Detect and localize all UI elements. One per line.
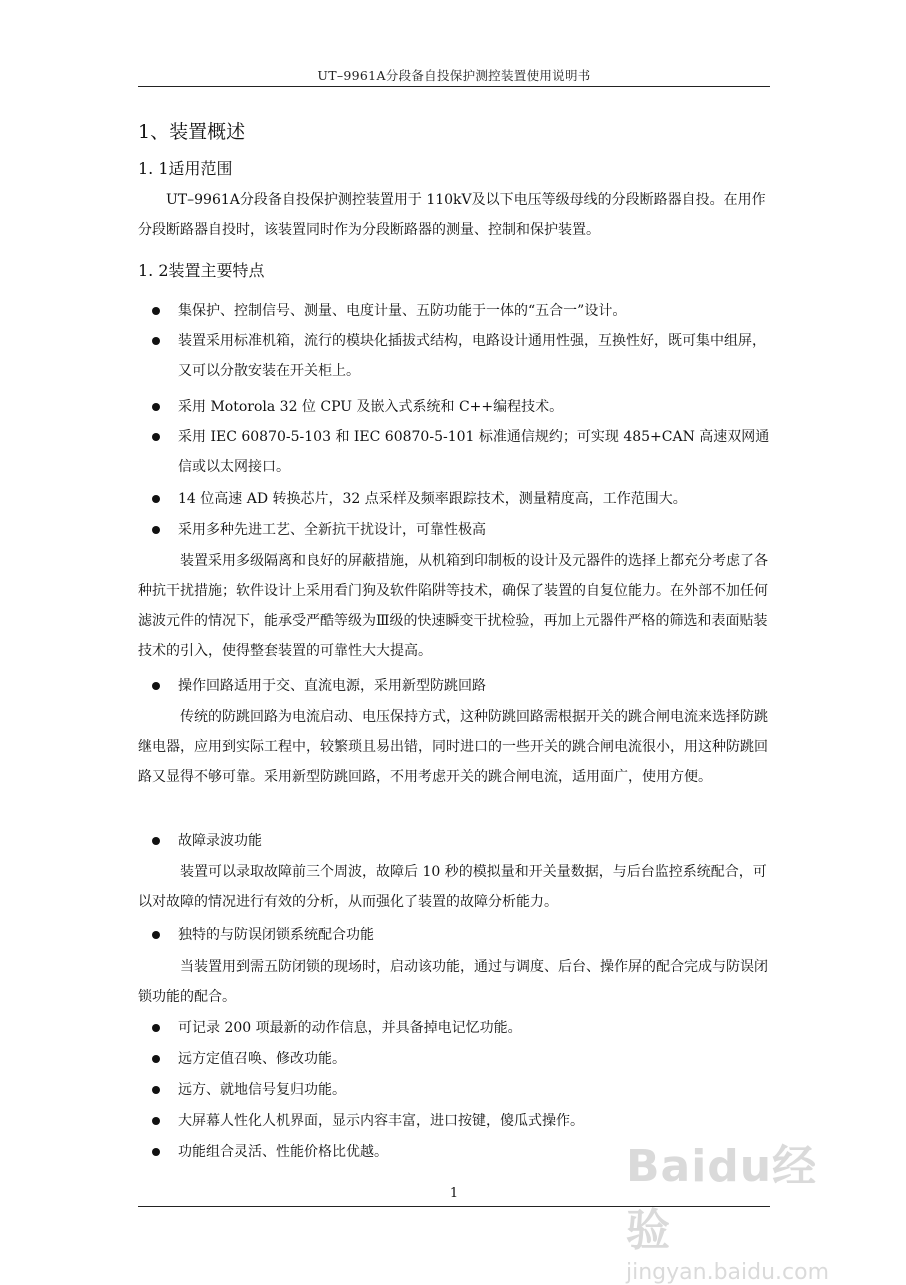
header-rule	[138, 86, 770, 87]
bullet-icon	[152, 495, 160, 503]
section-heading: 1、装置概述	[138, 121, 246, 143]
bullet-icon	[152, 931, 160, 939]
bullet-icon	[152, 837, 160, 845]
bullet-icon	[152, 337, 160, 345]
bullet-icon	[152, 307, 160, 315]
bullet-icon	[152, 526, 160, 534]
page-number: 1	[449, 1186, 459, 1201]
bullet-item: 大屏幕人性化人机界面，显示内容丰富，进口按键，傻瓜式操作。	[138, 1106, 770, 1136]
watermark-url: jingyan.baidu.com	[626, 1260, 830, 1285]
bullet-item: 采用多种先进工艺、全新抗干扰设计，可靠性极高	[138, 515, 770, 545]
bullet-item: 集保护、控制信号、测量、电度计量、五防功能于一体的“五合一”设计。	[138, 296, 770, 326]
bullet-item: 功能组合灵活、性能价格比优越。	[138, 1137, 770, 1167]
watermark-logo: Baidu经验	[626, 1141, 818, 1256]
bullet-item: 装置采用标准机箱，流行的模块化插拔式结构，电路设计通用性强，互换性好，既可集中组屏，又可以分散安装在开关柜上。	[138, 326, 770, 386]
watermark	[626, 1130, 856, 1285]
anti-interference-paragraph: 装置采用多级隔离和良好的屏蔽措施，从机箱到印制板的设计及元器件的选择上都充分考虑了各种抗干扰措施；软件设计上采用看门狗及软件陷阱等技术，确保了装置的自复位能力。在外部不加任何滤波元件的情况下，能承受严酷等级为Ⅲ级的快速瞬变干扰检验，再加上元器件严格的筛选和表面贴装技术的引入，使得整套装置的可靠性大大提高。	[138, 553, 768, 659]
bullet-icon	[152, 433, 160, 441]
fault-record-paragraph: 装置可以录取故障前三个周波，故障后 10 秒的模拟量和开关量数据，与后台监控系统配合，可以对故障的情况进行有效的分析，从而强化了装置的故障分析能力。	[138, 864, 767, 910]
subsection-heading-scope: 1. 1适用范围	[138, 159, 233, 178]
bullet-item: 可记录 200 项最新的动作信息，并具备掉电记忆功能。	[138, 1013, 770, 1043]
bullet-item: 远方、就地信号复归功能。	[138, 1075, 770, 1105]
bullet-item: 采用 IEC 60870-5-103 和 IEC 60870-5-101 标准通信规约；可实现 485+CAN 高速双网通信或以太网接口。	[138, 422, 770, 482]
bullet-item: 远方定值召唤、修改功能。	[138, 1044, 770, 1074]
bullet-icon	[152, 682, 160, 690]
bullet-icon	[152, 1024, 160, 1032]
subsection-heading-features: 1. 2装置主要特点	[138, 261, 265, 280]
anti-jump-paragraph: 传统的防跳回路为电流启动、电压保持方式，这种防跳回路需根据开关的跳合闸电流来选择防跳继电器，应用到实际工程中，较繁琐且易出错，同时进口的一些开关的跳合闸电流很小，用这种防跳回路又显得不够可靠。采用新型防跳回路，不用考虑开关的跳合闸电流，适用面广，使用方便。	[138, 709, 768, 785]
bullet-item: 独特的与防误闭锁系统配合功能	[138, 920, 770, 950]
bullet-icon	[152, 1055, 160, 1063]
bullet-icon	[152, 403, 160, 411]
bullet-item: 14 位高速 AD 转换芯片，32 点采样及频率跟踪技术，测量精度高，工作范围大。	[138, 484, 770, 514]
bullet-item: 故障录波功能	[138, 826, 770, 856]
bullet-item: 采用 Motorola 32 位 CPU 及嵌入式系统和 C++编程技术。	[138, 392, 770, 422]
bullet-item: 操作回路适用于交、直流电源，采用新型防跳回路	[138, 671, 770, 701]
bullet-icon	[152, 1086, 160, 1094]
bullet-icon	[152, 1117, 160, 1125]
interlock-paragraph: 当装置用到需五防闭锁的现场时，启动该功能，通过与调度、后台、操作屏的配合完成与防误闭锁功能的配合。	[138, 959, 768, 1005]
bullet-icon	[152, 1148, 160, 1156]
page-header: UT–9961A分段备自投保护测控装置使用说明书	[317, 68, 591, 83]
scope-paragraph: UT–9961A分段备自投保护测控装置用于 110kV及以下电压等级母线的分段断路器自投。在用作分段断路器自投时，该装置同时作为分段断路器的测量、控制和保护装置。	[138, 192, 766, 238]
